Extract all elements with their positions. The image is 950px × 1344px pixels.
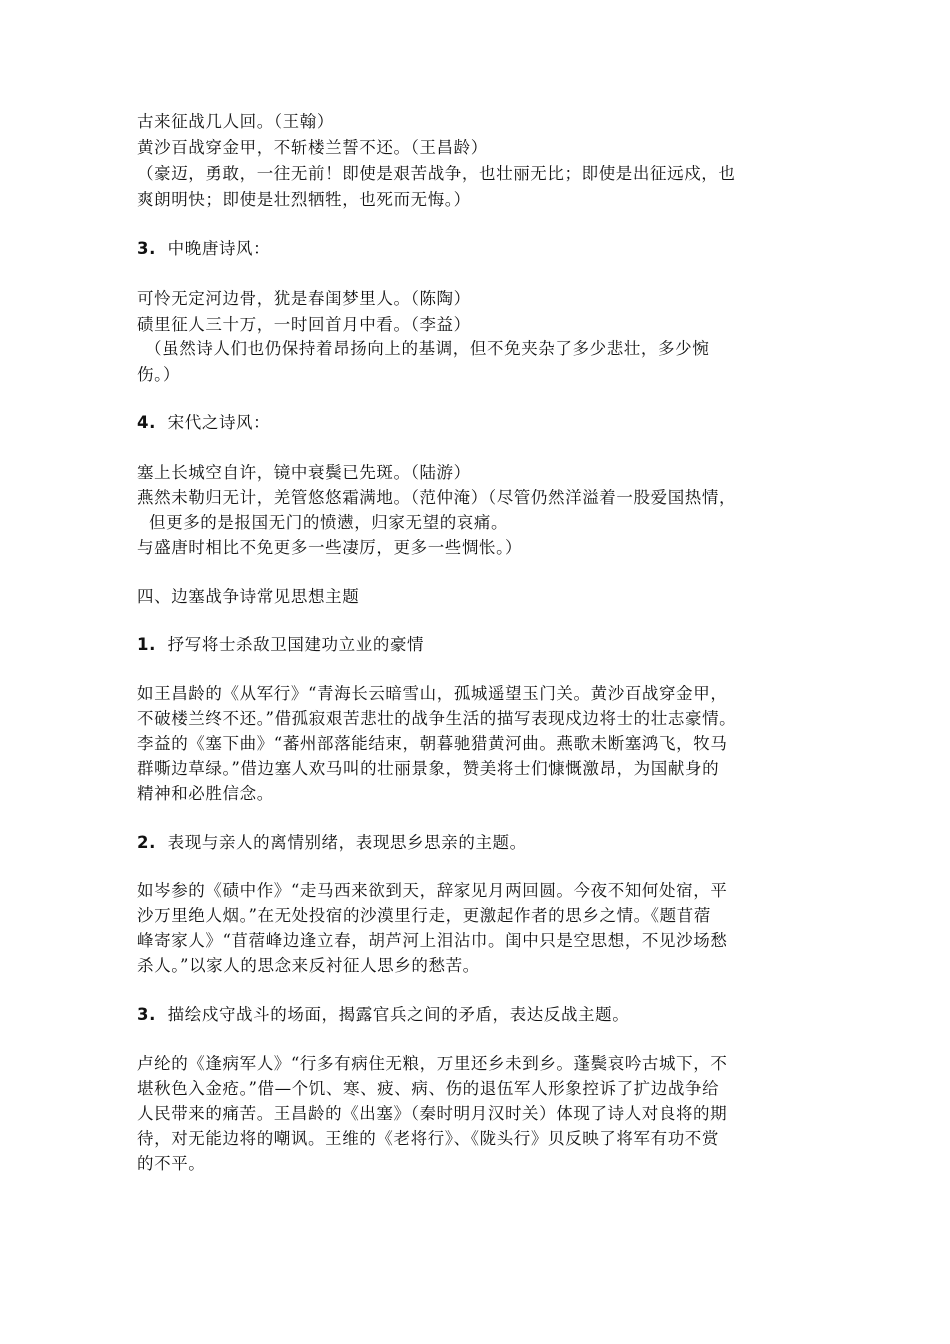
text-line: 卢纶的《逢病军人》“行多有病住无粮，万里还乡未到乡。蓬鬓哀吟古城下，不 [137,1054,728,1073]
text-line: 燕然未勒归无计，羌管悠悠霜满地。（范仲淹）（尽管仍然洋溢着一股爱国热情， [137,488,737,507]
text-line: 伤。） [137,365,181,384]
text-line: 堪秋色入金疮。”借—个饥、寒、疲、病、伤的退伍军人形象控诉了扩边战争给 [137,1079,720,1098]
heading-number: 3. [137,1005,156,1024]
heading-number: 2. [137,833,156,852]
section-heading [137,410,270,436]
text-line: 但更多的是报国无门的愤懑，归家无望的哀痛。 [149,513,509,532]
section-heading [137,632,424,658]
heading-number: 1. [137,635,156,654]
text-line: （虽然诗人们也仍保持着昂扬向上的基调，但不免夹杂了多少悲壮，多少惋 [145,339,710,358]
text-line: 精神和必胜信念。 [137,784,274,803]
text-line: 人民带来的痛苦。王昌龄的《出塞》（秦时明月汉时关）体现了诗人对良将的期 [137,1104,728,1123]
text-line: 如王昌龄的《从军行》“青海长云暗雪山，孤城遥望玉门关。黄沙百战穿金甲， [137,684,728,703]
text-line: 碛里征人三十万，一时回首月中看。（李益） [137,315,471,334]
section-heading [137,236,270,262]
text-line: （豪迈，勇敢，一往无前！即使是艰苦战争，也壮丽无比；即使是出征远戍，也 [137,164,736,183]
section-title: 四、边塞战争诗常见思想主题 [137,587,360,606]
heading-text: 宋代之诗风： [167,413,271,432]
text-line: 可怜无定河边骨，犹是春闺梦里人。（陈陶） [137,289,471,308]
text-line: 的不平。 [137,1154,206,1173]
text-line: 峰寄家人》“苜蓿峰边逢立春，胡芦河上泪沾巾。闺中只是空思想，不见沙场愁 [137,931,728,950]
heading-number: 4. [137,413,156,432]
heading-text: 抒写将士杀敌卫国建功立业的豪情 [167,635,425,654]
section-heading [137,1002,629,1028]
text-line: 杀人。”以家人的思念来反衬征人思乡的愁苦。 [137,956,480,975]
section-heading [137,830,527,856]
text-line: 古来征战几人回。（王翰） [137,112,334,131]
text-line: 不破楼兰终不还。”借孤寂艰苦悲壮的战争生活的描写表现戍边将士的壮志豪情。 [137,709,737,728]
text-line: 沙万里绝人烟。”在无处投宿的沙漠里行走，更激起作者的思乡之情。《题苜蓿 [137,906,711,925]
text-line: 李益的《塞下曲》“蕃州部落能结束，朝暮驰猎黄河曲。燕歌未断塞鸿飞，牧马 [137,734,728,753]
heading-text: 表现与亲人的离情别绪，表现思乡思亲的主题。 [167,833,527,852]
text-line: 塞上长城空自许，镜中衰鬓已先斑。（陆游） [137,463,471,482]
text-line: 爽朗明快；即使是壮烈牺牲，也死而无悔。） [137,190,471,209]
text-line: 黄沙百战穿金甲，不斩楼兰誓不还。（王昌龄） [137,138,488,157]
text-line: 待，对无能边将的嘲讽。王维的《老将行》、《陇头行》贝反映了将军有功不赏 [137,1129,719,1148]
text-line: 如岑参的《碛中作》“走马西来欲到天，辞家见月两回圆。今夜不知何处宿，平 [137,881,728,900]
text-line: 群嘶边草绿。”借边塞人欢马叫的壮丽景象，赞美将士们慷慨激昂，为国献身的 [137,759,720,778]
heading-text: 中晚唐诗风： [167,239,271,258]
heading-text: 描绘戍守战斗的场面，揭露官兵之间的矛盾，表达反战主题。 [167,1005,630,1024]
heading-number: 3. [137,239,156,258]
text-line: 与盛唐时相比不免更多一些凄厉，更多一些惆怅。） [137,538,523,557]
